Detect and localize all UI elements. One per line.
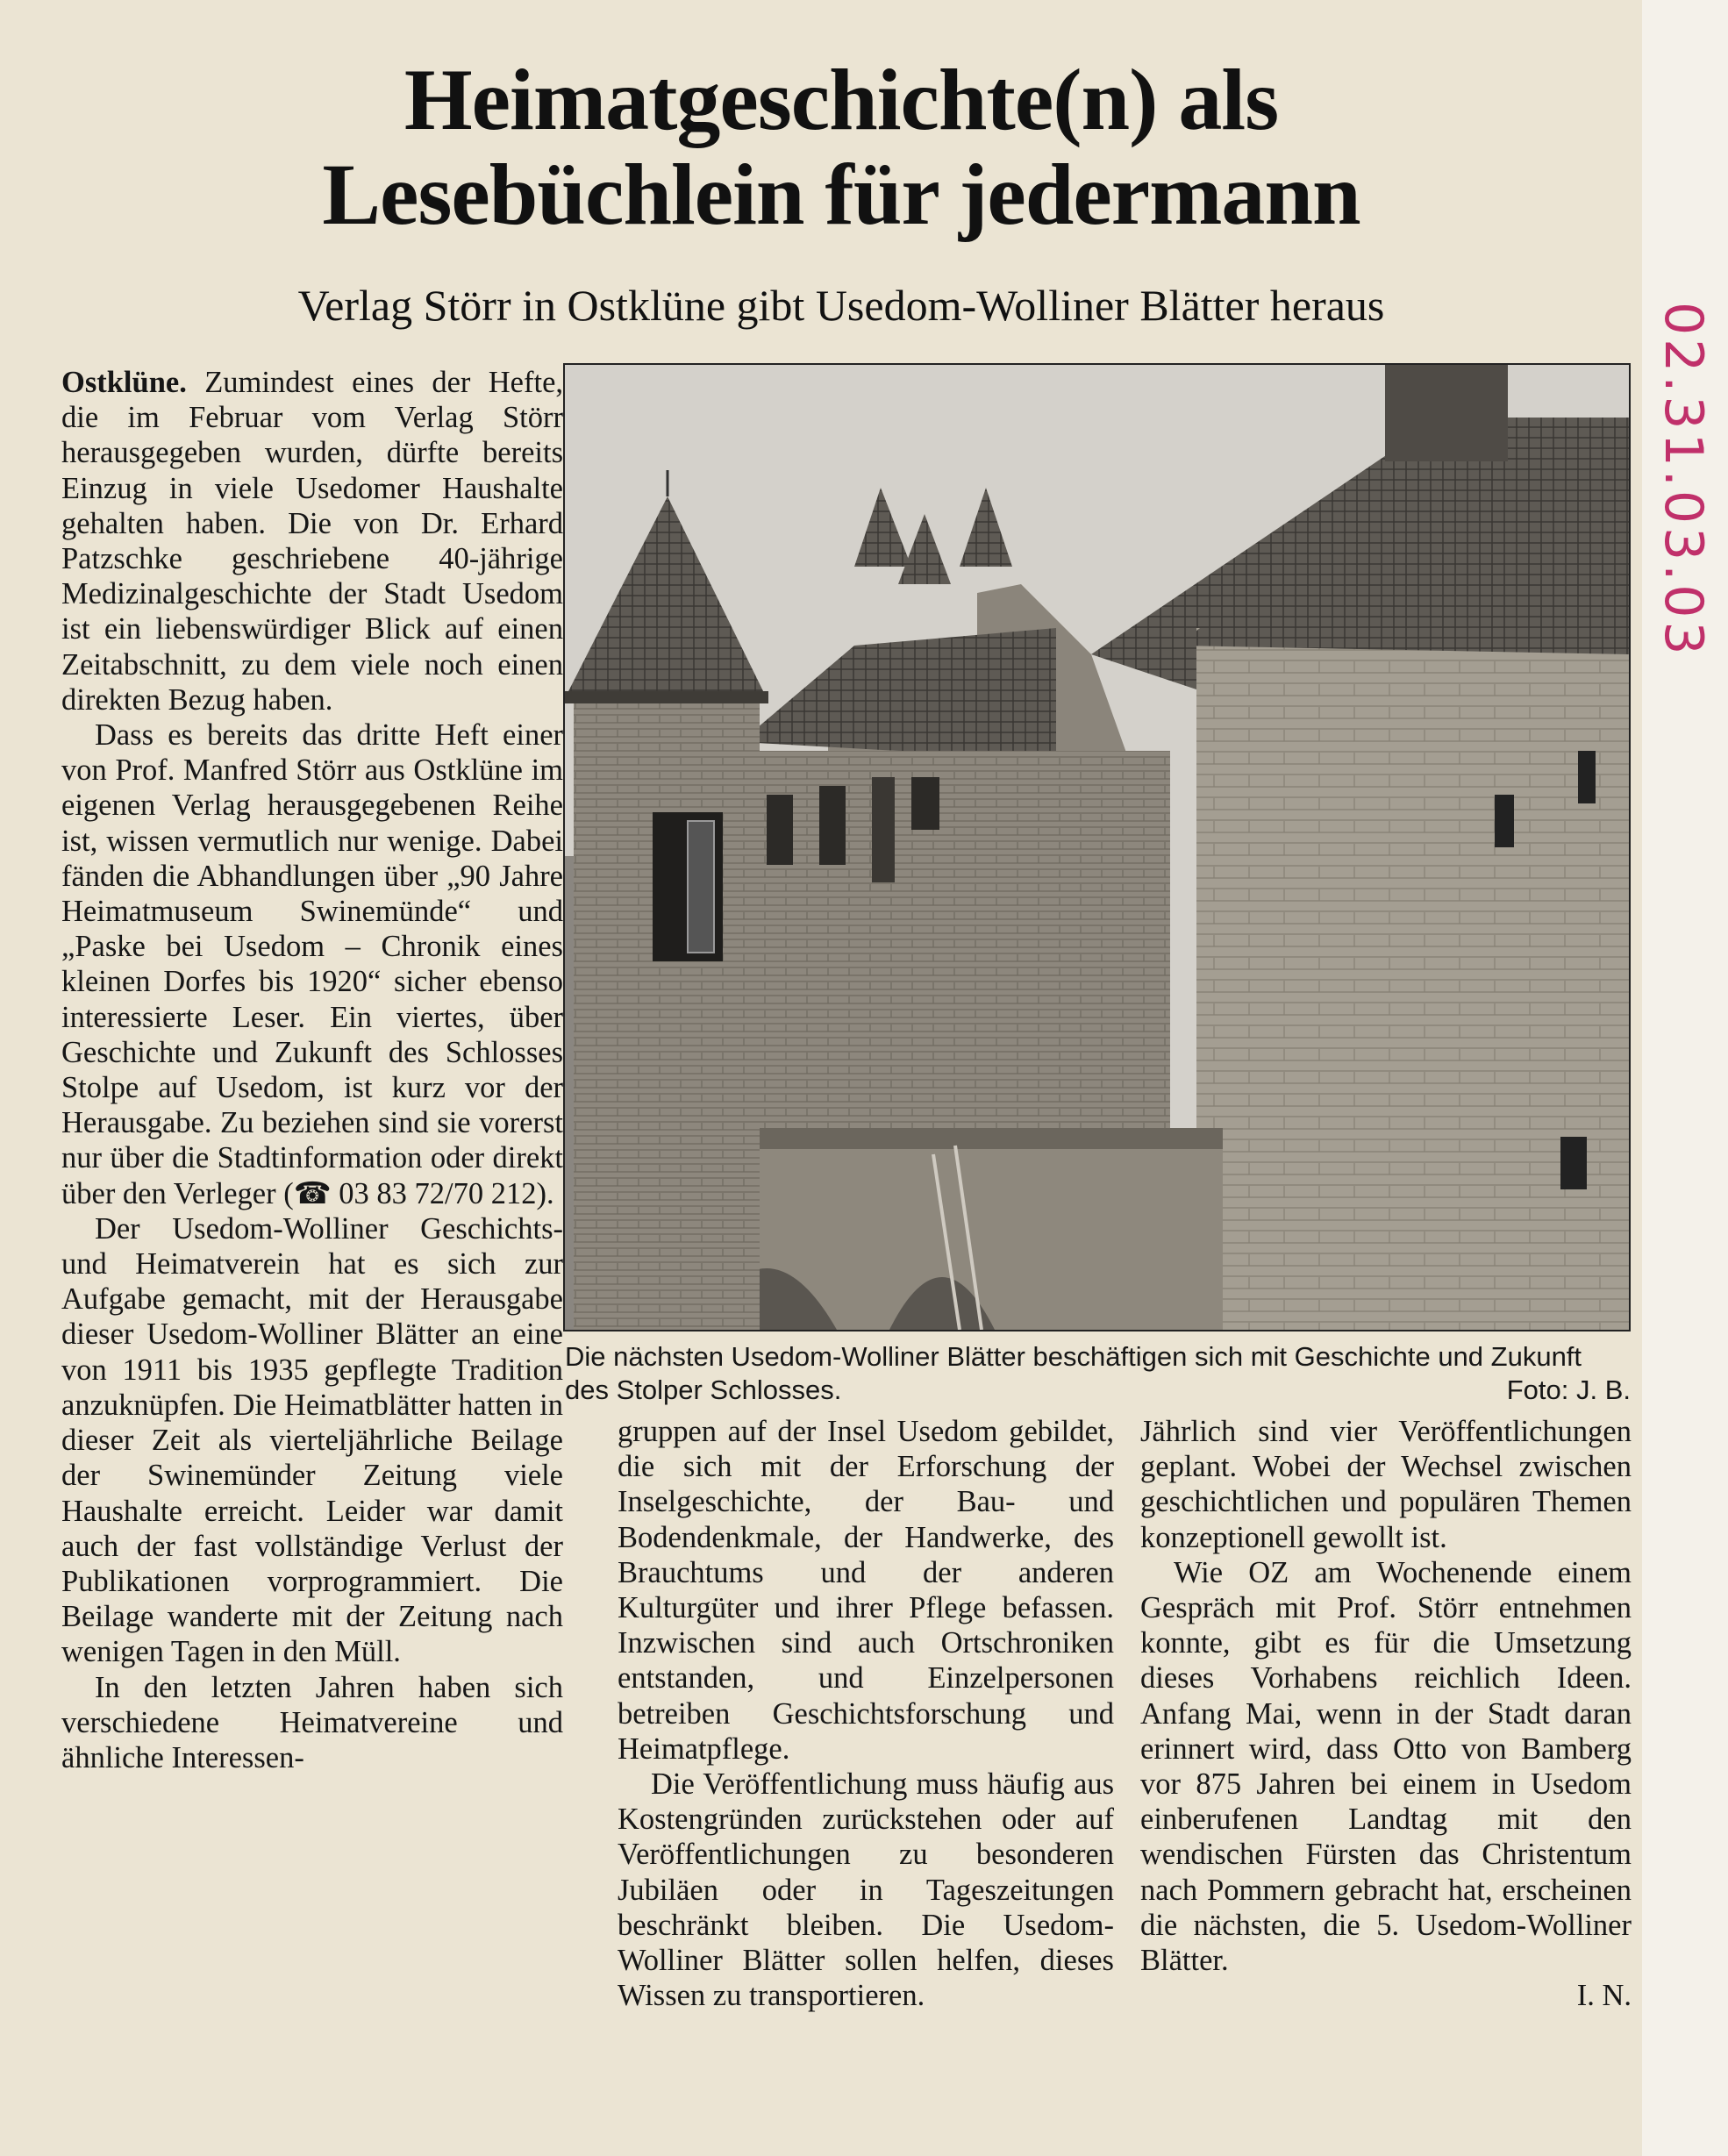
dateline: Ostklüne. [61, 366, 187, 399]
headline-line-1: Heimatgeschichte(n) als [403, 51, 1279, 148]
headline [47, 53, 1635, 242]
paragraph: Die Veröffentlichung muss häufig aus Kostengründen zurückstehen oder auf Veröffentlichungen zu besonderen Jubiläen oder in Tageszeitungen beschränkt bleiben. Die Usedom-Wolliner Blätter sollen helfen, dieses Wissen zu transportieren. [618, 1767, 1114, 2013]
photo-caption [565, 1340, 1631, 1407]
caption-text: Die nächsten Usedom-Wolliner Blätter beschäftigen sich mit Geschichte und Zukunft des Stolper Schlosses. [565, 1341, 1582, 1405]
paragraph: Der Usedom-Wolliner Geschichts- und Heimatverein hat es sich zur Aufgabe gemacht, mit der Herausgabe dieser Usedom-Wolliner Blätter an eine von 1911 bis 1935 gepflegte Tradition anzuknüpfen. Die Heimatblätter hatten in dieser Zeit als vierteljährliche Beilage der Swinemünder Zeitung viele Haushalte erreicht. Leider war damit auch der fast vollständige Verlust der Publikationen vorprogrammiert. Die Beilage wanderte mit der Zeitung nach wenigen Tagen in den Müll. [61, 1211, 563, 1669]
paragraph [61, 365, 563, 717]
article [47, 35, 1635, 2127]
photo-credit: Foto: J. B. [1506, 1374, 1631, 1405]
headline-line-2: Lesebüchlein für jedermann [322, 146, 1360, 243]
adjacent-column-left [0, 0, 53, 2156]
text-column-1 [61, 365, 563, 1775]
author-signature: I. N. [1576, 1979, 1632, 2013]
paragraph: gruppen auf der Insel Usedom gebildet, die sich mit der Erforschung der Inselgeschichte, der Bau- und Bodendenkmale, der Handwerke, des Brauchtums und der anderen Kulturgüter und ihrer Pflege befassen. Inzwischen sind auch Ortschroniken entstanden, und Einzelpersonen betreiben Geschichtsforschung und Heimatpflege. [618, 1415, 1114, 1766]
paragraph-text: Zumindest eines der Hefte, die im Februar vom Verlag Störr herausgegeben wurden, dürfte bereits Einzug in viele Usedomer Haushalte gehalten haben. Die von Dr. Erhard Patzschke geschriebene 40-jährige Medizinalgeschichte der Stadt Usedom ist ein liebenswürdiger Blick auf einen Zeitabschnitt, zu dem viele noch einen direkten Bezug haben. [61, 366, 564, 717]
paragraph: Wie OZ am Wochenende einem Gespräch mit Prof. Störr entnehmen konnte, gibt es für die Umsetzung dieses Vorhabens reichlich Ideen. Anfang Mai, wenn in der Stadt daran erinnert wird, dass Otto von Bamberg vor 875 Jahren bei einem in Usedom einberufenen Landtag mit den wendischen Fürsten das Christentum nach Pommern gebracht hat, erscheinen die nächsten, die 5. Usedom-Wolliner Blätter. [1140, 1555, 1632, 1978]
castle-photo [563, 363, 1631, 1331]
text-column-3 [1140, 1414, 1632, 2013]
date-stamp-text: 02.31.03.03 [1653, 302, 1714, 659]
date-stamp [1653, 302, 1719, 793]
paragraph: Jährlich sind vier Veröffentlichungen geplant. Wobei der Wechsel zwischen geschichtlichen und populären Themen konzeptionell gewollt ist. [1140, 1415, 1632, 1554]
paragraph: Dass es bereits das dritte Heft einer von Prof. Manfred Störr aus Ostklüne im eigenen Verlag herausgegebenen Reihe ist, wissen vermutlich nur wenige. Dabei fänden die Abhandlungen über „90 Jahre Heimatmuseum Swinemünde“ und „Paske bei Usedom – Chronik eines kleinen Dorfes bis 1920“ sicher ebenso interessierte Leser. Ein viertes, über Geschichte und Zukunft des Schlosses Stolpe auf Usedom, ist kurz vor der Herausgabe. Zu beziehen sind sie vorerst nur über die Stadtinformation oder direkt über den Verleger (☎ 03 83 72/70 212). [61, 718, 563, 1210]
castle-illustration [565, 365, 1629, 1330]
paragraph: In den letzten Jahren haben sich verschiedene Heimatvereine und ähnliche Interessen- [61, 1670, 563, 1774]
subheadline: Verlag Störr in Ostklüne gibt Usedom-Wolliner Blätter heraus [297, 281, 1385, 330]
text-column-2 [618, 1414, 1114, 2013]
